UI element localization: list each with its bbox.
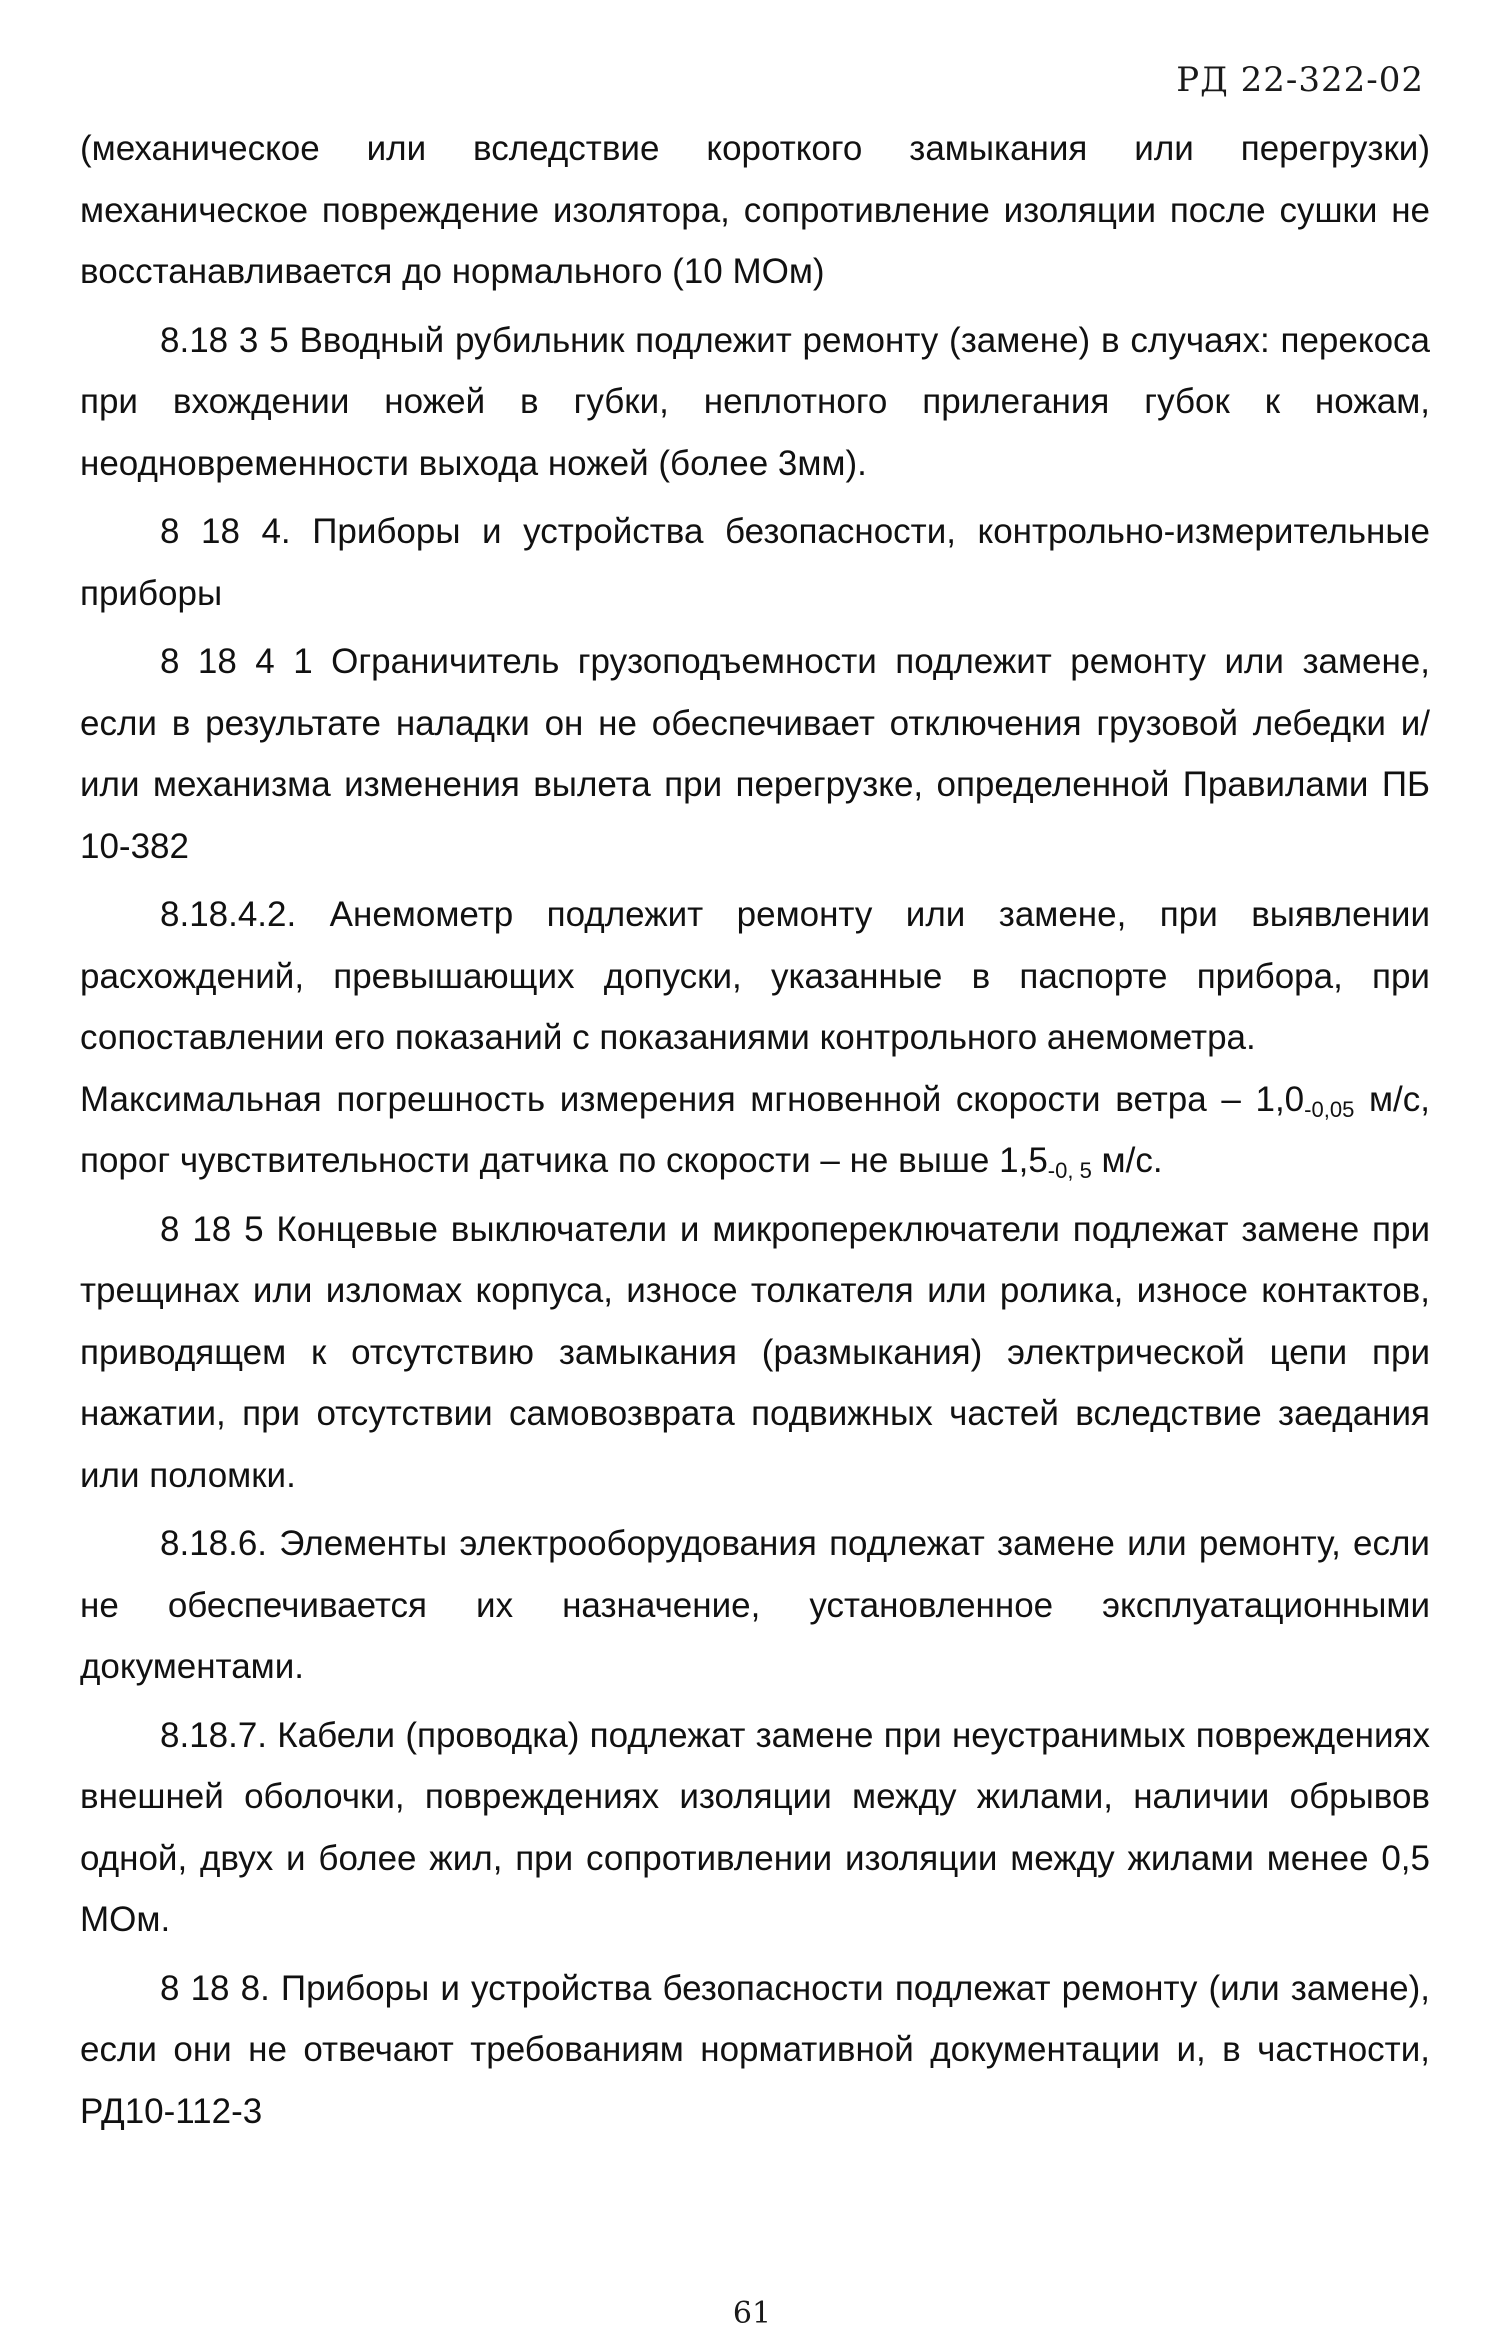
accuracy-tolerance-1: -0,05 — [1304, 1096, 1355, 1122]
accuracy-text-before: Максимальная погрешность измерения мгновенной скорости ветра – 1,0 — [80, 1079, 1305, 1119]
page-number: 61 — [732, 2296, 772, 2331]
paragraph-8-18-6: 8.18.6. Элементы электрооборудования подлежат замене или ремонту, если не обеспечивается их назначение, установленное эксплуатационными документами. — [80, 1524, 1430, 1686]
paragraph-8-18-4: 8 18 4. Приборы и устройства безопасности, контрольно-измерительные приборы — [80, 512, 1430, 613]
document-code: РД 22-322-02 — [1176, 60, 1424, 100]
accuracy-tolerance-2: -0, 5 — [1047, 1158, 1092, 1183]
paragraph-8-18-8: 8 18 8. Приборы и устройства безопасности подлежат ремонту (или замене), если они не отвечают требованиям нормативной документации и, в частности, РД10-112-3 — [80, 1968, 1430, 2131]
paragraph-continuation: (механическое или вследствие короткого замыкания или перегрузки) механическое повреждение изолятора, сопротивление изоляции после сушки не восстанавливается до нормального (10 МОм) — [80, 129, 1430, 291]
document-body — [80, 118, 1430, 2142]
paragraph-anemometer-accuracy — [80, 1069, 1430, 1192]
paragraph-8-18-4-2: 8.18.4.2. Анемометр подлежит ремонту или замене, при выявлении расхождений, превышающих допуски, указанные в паспорте прибора, при сопоставлении его показаний с показаниями контрольного анемометра. — [80, 895, 1430, 1057]
paragraph-8-18-4-1: 8 18 4 1 Ограничитель грузоподъемности подлежит ремонту или замене, если в результате наладки он не обеспечивает отключения грузовой лебедки и/или механизма изменения вылета при перегрузке, определенной Правилами ПБ 10-382 — [80, 642, 1430, 866]
accuracy-text-middle: м/с, порог чувствительности датчика по скорости – не выше 1,5 — [80, 1079, 1430, 1180]
accuracy-text-after: м/с. — [1091, 1141, 1163, 1180]
paragraph-8-18-5: 8 18 5 Концевые выключатели и микропереключатели подлежат замене при трещинах или изломах корпуса, износе толкателя или ролика, износе контактов, приводящем к отсутствию замыкания (размыкания) электрической цепи при нажатии, при отсутствии самовозврата подвижных частей вследствие заедания или поломки. — [80, 1209, 1430, 1495]
paragraph-8-18-3-5: 8.18 3 5 Вводный рубильник подлежит ремонту (замене) в случаях: перекоса при вхождении ножей в губки, неплотного прилегания губок к ножам, неодновременности выхода ножей (более 3мм). — [80, 320, 1430, 483]
paragraph-8-18-7: 8.18.7. Кабели (проводка) подлежат замене при неустранимых повреждениях внешней оболочки, повреждениях изоляции между жилами, наличии обрывов одной, двух и более жил, при сопротивлении изоляции между жилами менее 0,5 МОм. — [80, 1715, 1430, 1939]
